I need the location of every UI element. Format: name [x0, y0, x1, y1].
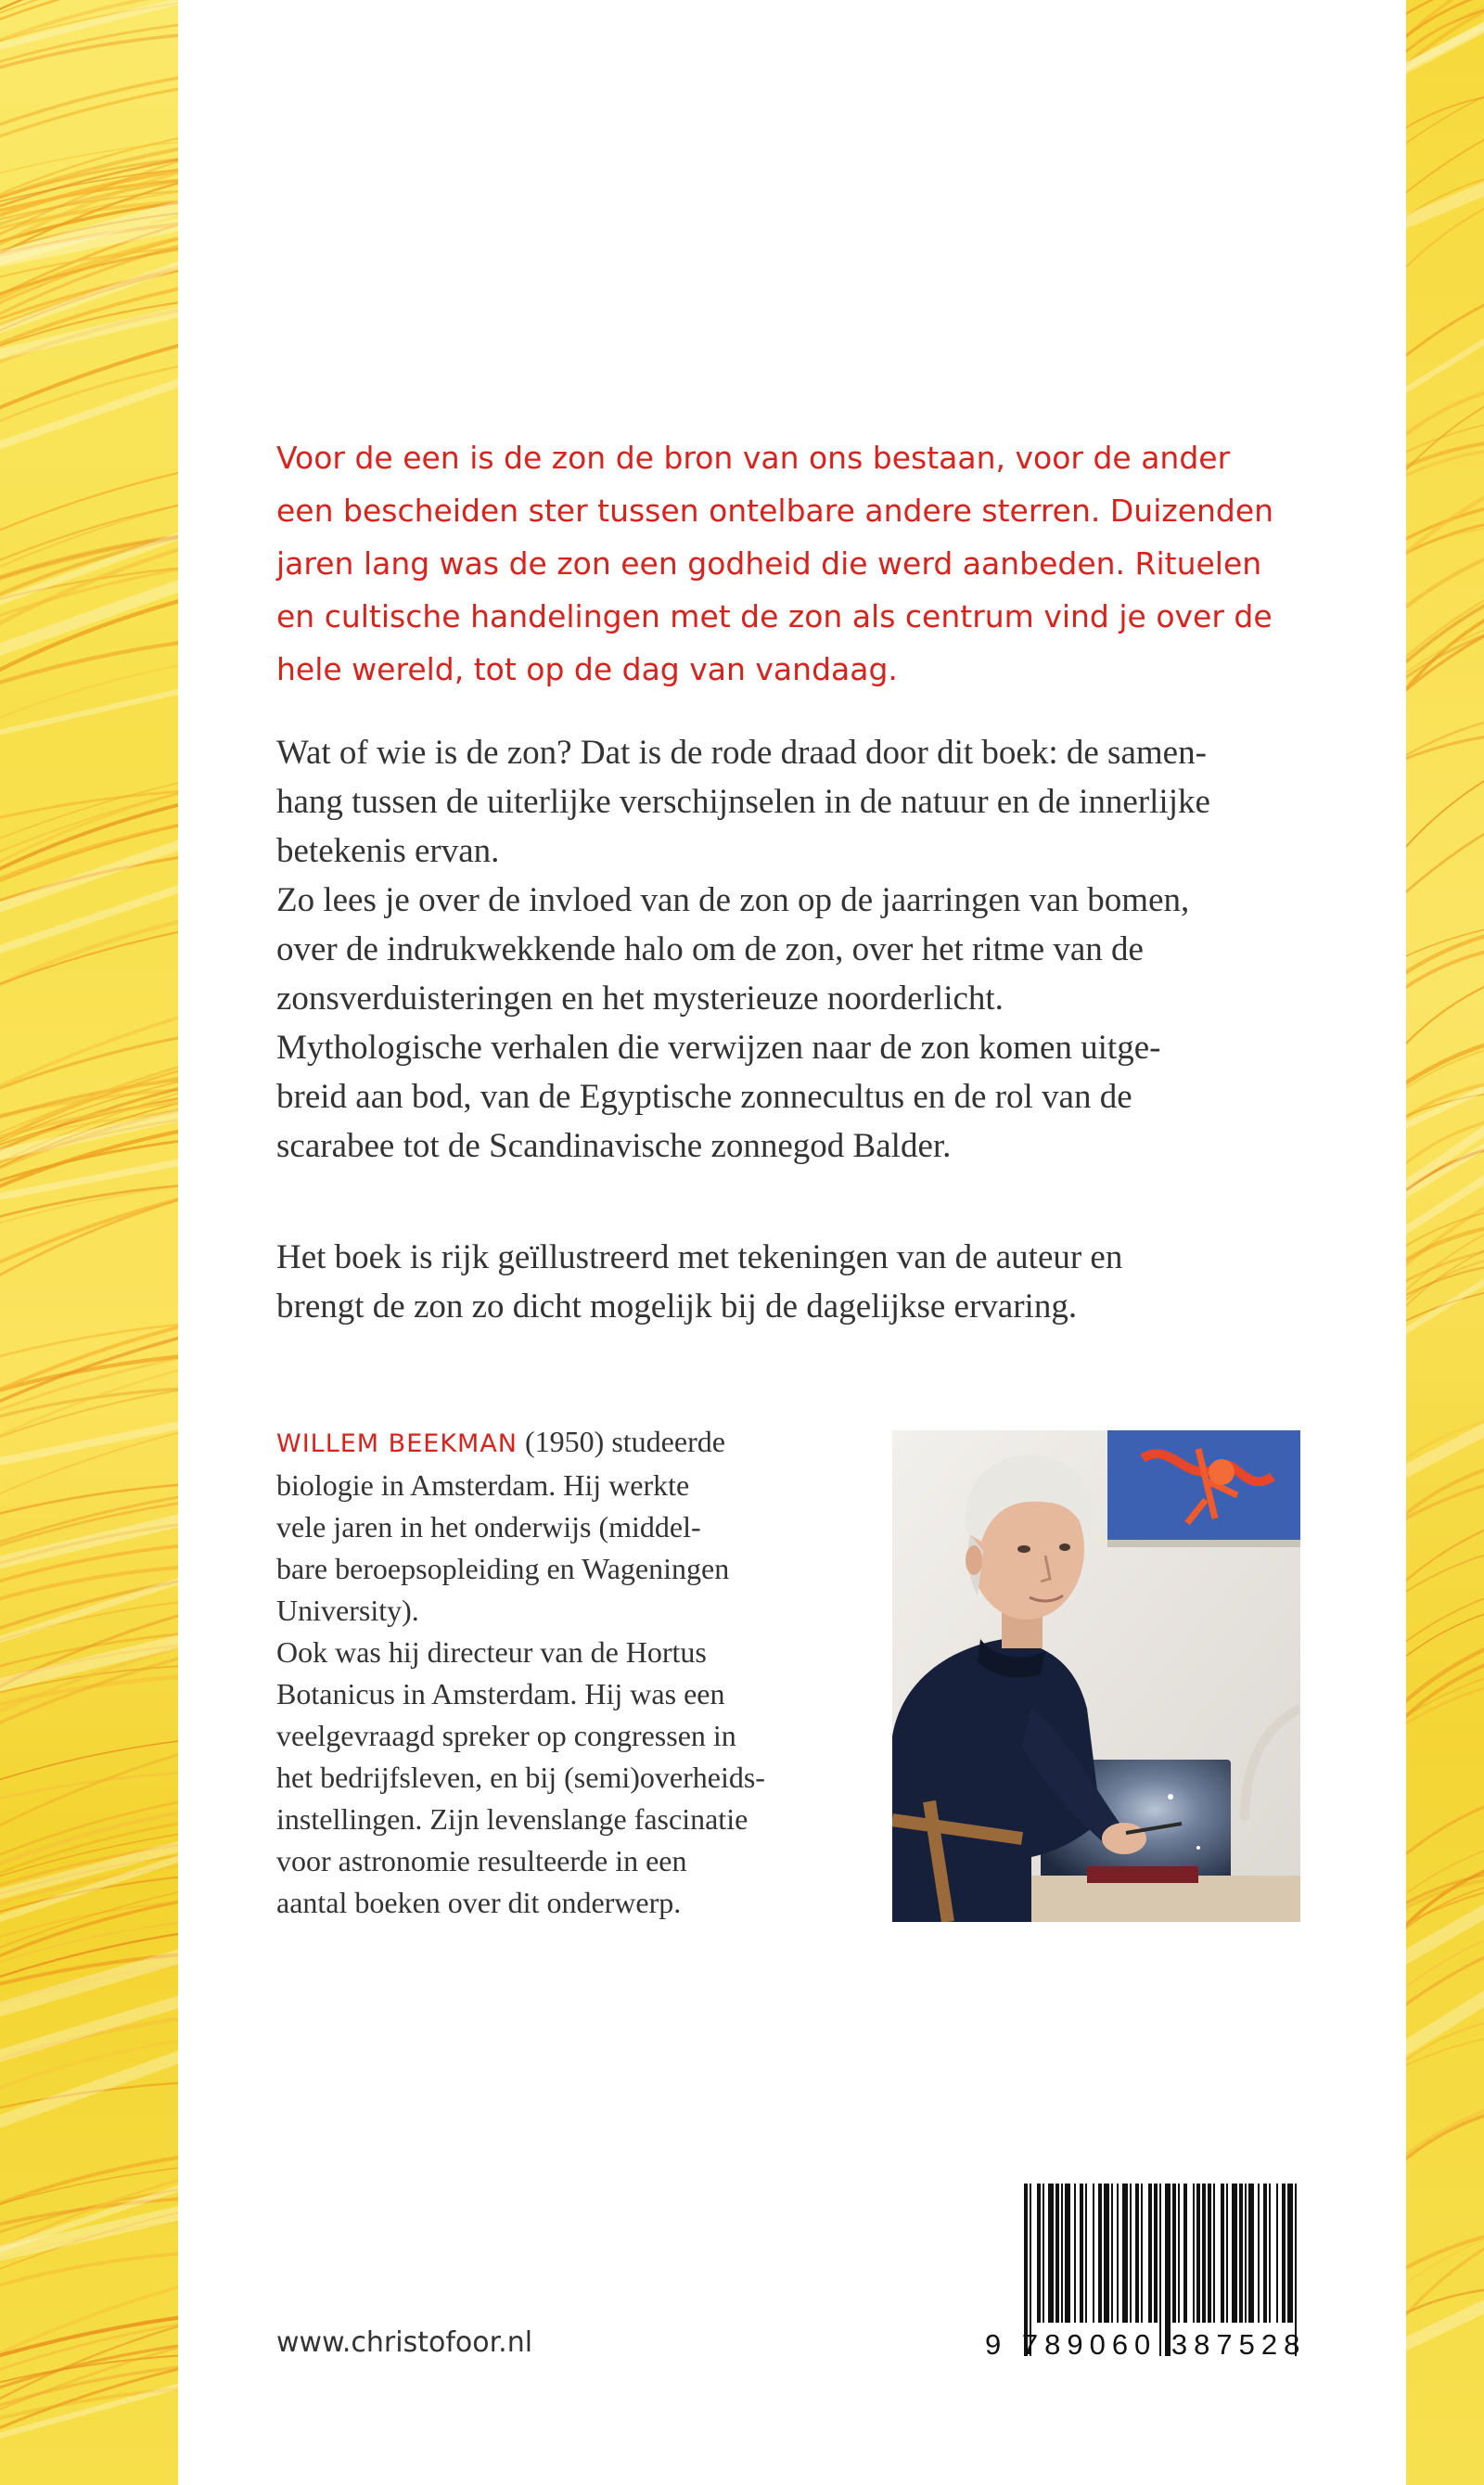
intro-paragraph: Voor de een is de zon de bron van ons bestaan, voor de ander een bescheiden ster tussen ontelbare andere sterren. Duizenden jaren lang was de zon een godheid die werd aanbeden. Rituelen en cultische handelingen met de zon als centrum vind je over de hele wereld, tot op de dag van vandaag. — [276, 440, 1274, 687]
author-name: WILLEM BEEKMAN — [276, 1429, 518, 1458]
website-url: www.christofoor.nl — [276, 2326, 533, 2359]
right-yellow-border — [1406, 0, 1484, 2485]
description-paragraph: Wat of wie is de zon? Dat is de rode draad door dit boek: de samen- hang tussen de uiterlijke verschijnselen in de natuur en de innerlijke betekenis ervan. Zo lees je over de invloed van de zon op de jaarringen van bomen, over de indrukwekkende halo om de zon, over het ritme van de zonsverduisteringen en het mysterieuze noorderlicht. Mythologische verhalen die verwijzen naar de zon komen uitge- breid aan bod, van de Egyptische zonnecultus en de rol van de scarabee tot de Scandinavische zonnegod Balder. — [276, 734, 1210, 1165]
isbn-number: 9 789060 387528 — [985, 2328, 1307, 2361]
author-photo — [892, 1430, 1300, 1922]
left-yellow-border — [0, 0, 178, 2485]
closing-paragraph: Het boek is rijk geïllustreerd met tekeningen van de auteur en brengt de zon zo dicht mogelijk bij de dagelijkse ervaring. — [276, 1238, 1123, 1326]
author-bio: WILLEM BEEKMAN (1950) studeerde biologie in Amsterdam. Hij werkte vele jaren in het onderwijs (middel- bare beroepsopleiding en Wageningen University). Ook was hij directeur van de Hortus Botanicus in Amsterdam. Hij was een veelgevraagd spreker op congressen in het bedrijfsleven, en bij (semi)overheids- instellingen. Zijn levenslange fascinatie voor astronomie resulteerde in een aantal boeken over dit onderwerp. — [276, 1425, 765, 1919]
